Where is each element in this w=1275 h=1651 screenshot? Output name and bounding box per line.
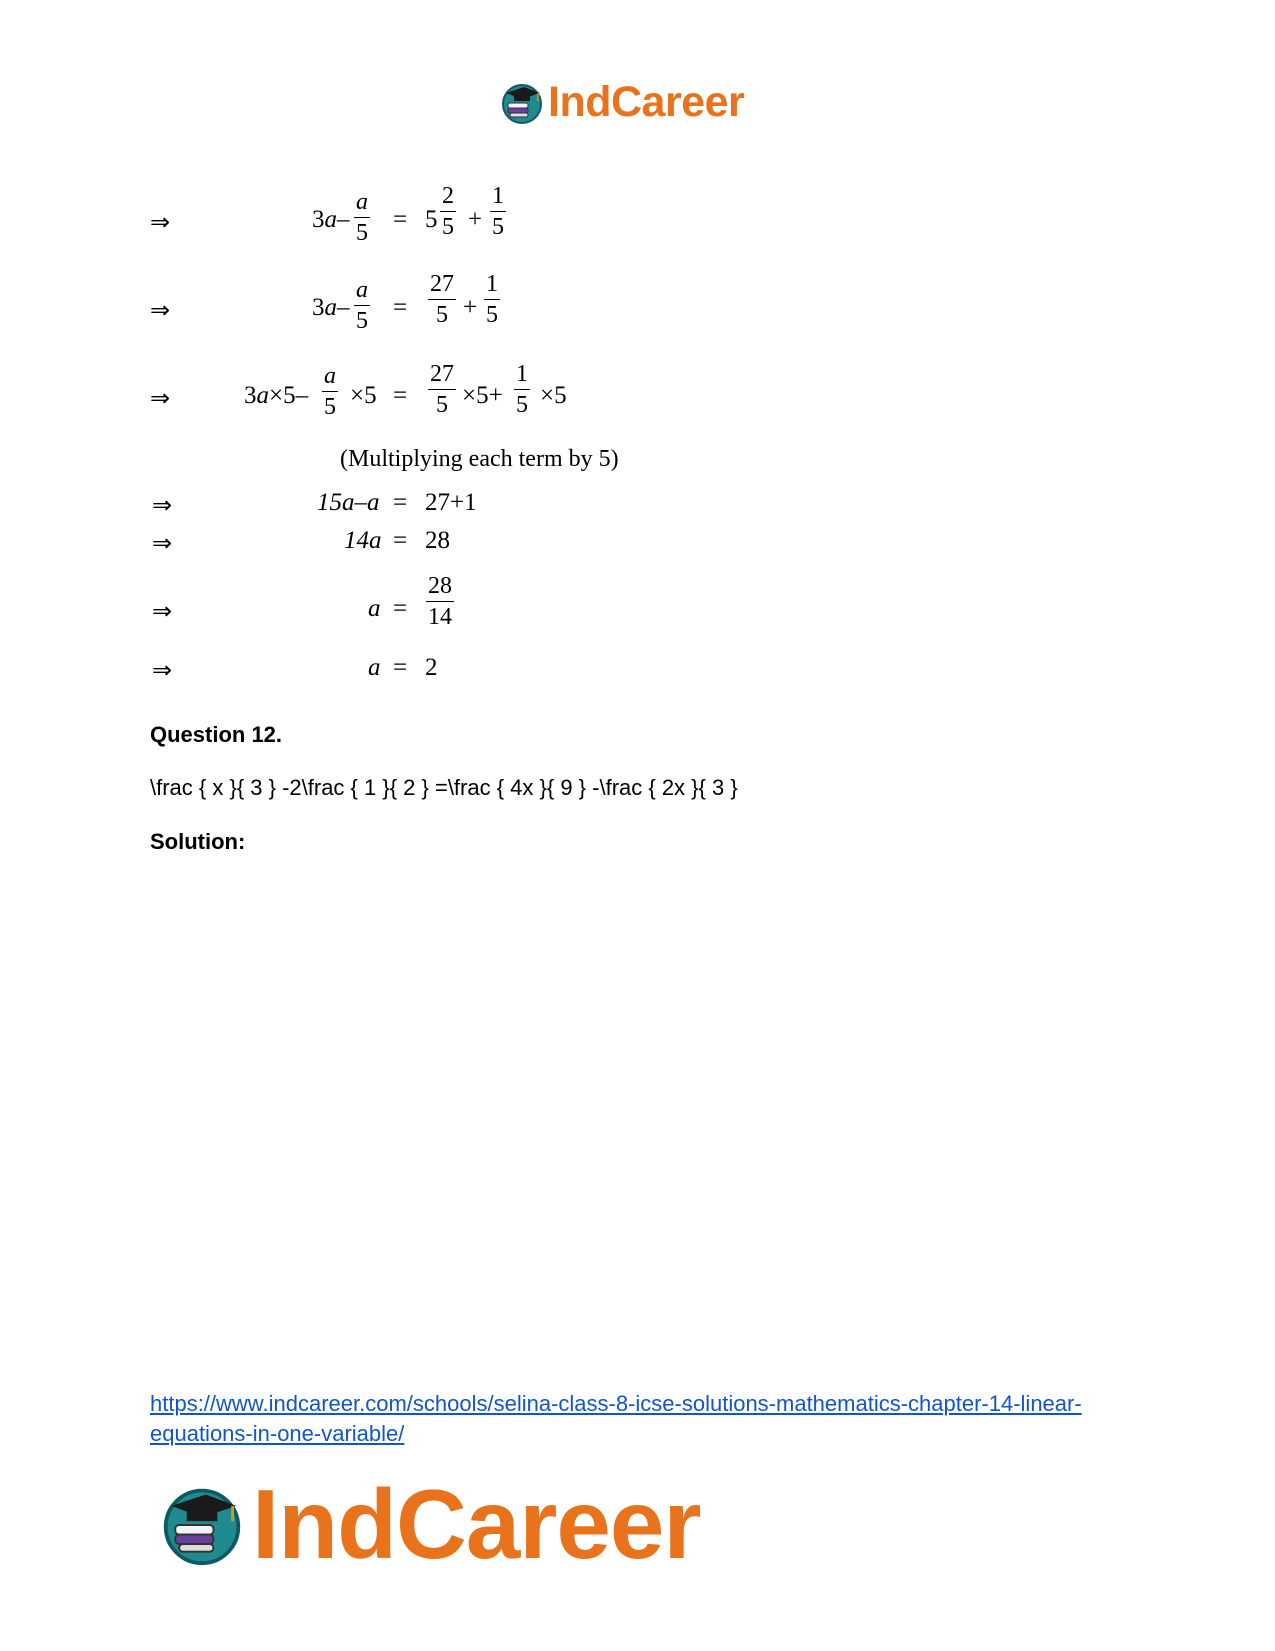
- fraction: $\frac{1}{5}$: [486, 271, 498, 328]
- math-rhs: 27+1: [425, 489, 477, 516]
- question-title: Question 12.: [150, 722, 283, 747]
- math-equals: =: [393, 206, 408, 233]
- fraction: $\frac{1}{5}$: [492, 183, 504, 240]
- fraction: $\frac{a}{5}$: [356, 277, 368, 334]
- footer-logo: [160, 1468, 701, 1581]
- fraction: $\frac{a}{5}$: [356, 189, 368, 246]
- math-equals: =: [393, 595, 408, 622]
- math-rhs: 2: [425, 654, 438, 681]
- fraction: $\frac{28}{14}$: [428, 573, 452, 630]
- logo-wordmark: IndCareer: [548, 78, 745, 126]
- math-derivation: [0, 0, 1275, 720]
- question-equation: \frac { x }{ 3 } -2\frac { 1 }{ 2 } =\frac { 4x }{ 9 } -\frac { 2x }{ 3 }: [150, 775, 738, 800]
- implies-arrow: ⇒: [152, 656, 173, 684]
- multiply-note: (Multiplying each term by 5): [340, 446, 619, 472]
- implies-arrow: ⇒: [152, 529, 173, 557]
- solution-label: Solution:: [150, 829, 246, 854]
- source-link[interactable]: https://www.indcareer.com/schools/selina-class-8-icse-solutions-mathematics-chapter-14-linear-equations-in-one-variable/: [150, 1391, 1082, 1446]
- fraction: $\frac{27}{5}$: [430, 361, 454, 418]
- implies-arrow: ⇒: [152, 491, 173, 519]
- math-equals: =: [393, 654, 408, 681]
- math-term: 3a–: [312, 294, 350, 321]
- math-term: ×5: [540, 382, 567, 409]
- math-equals: =: [393, 527, 408, 554]
- math-lhs: 14a: [344, 527, 382, 554]
- logo-wordmark: IndCareer: [252, 1469, 701, 1579]
- math-lhs: a: [368, 654, 381, 681]
- math-lhs: a: [368, 595, 381, 622]
- implies-arrow: ⇒: [150, 208, 171, 236]
- math-lhs: 15a–a: [317, 489, 380, 516]
- implies-arrow: ⇒: [150, 296, 171, 324]
- math-term: 5: [425, 206, 438, 233]
- fraction: $\frac{2}{5}$: [442, 183, 454, 240]
- fraction: $\frac{27}{5}$: [430, 271, 454, 328]
- implies-arrow: ⇒: [152, 597, 173, 625]
- math-plus: +: [468, 206, 483, 233]
- implies-arrow: ⇒: [150, 384, 171, 412]
- math-rhs: 28: [425, 527, 450, 554]
- math-term: ×5+: [462, 382, 503, 409]
- math-term: 3a×5–: [244, 382, 309, 409]
- math-equals: =: [393, 294, 408, 321]
- math-equals: =: [393, 489, 408, 516]
- math-term: 3a–: [312, 206, 350, 233]
- fraction: $\frac{1}{5}$: [516, 361, 528, 418]
- graduation-cap-book-globe-icon: [160, 1483, 244, 1567]
- fraction: $\frac{a}{5}$: [324, 363, 336, 420]
- math-term: ×5: [350, 382, 377, 409]
- math-plus: +: [463, 294, 478, 321]
- math-equals: =: [393, 382, 408, 409]
